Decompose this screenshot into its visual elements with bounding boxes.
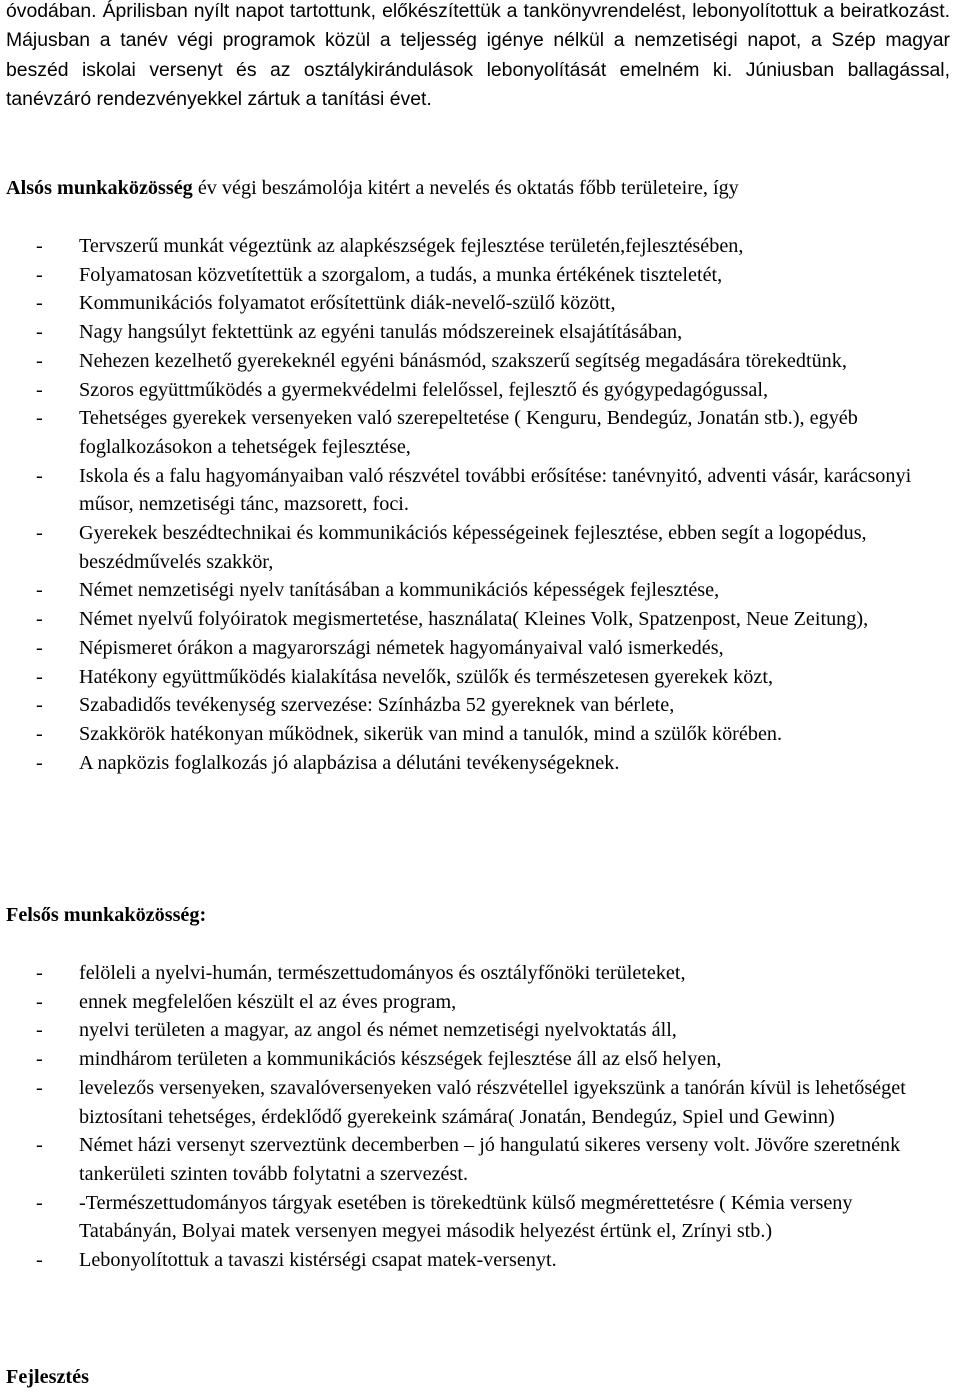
list-item: - Német házi versenyt szerveztünk decemberben – jó hangulatú sikeres verseny volt. Jövőre szeretnénk tankerületi szinten tovább folytatni a szervezést. — [36, 1134, 901, 1185]
list-item: - felöleli a nyelvi-humán, természettudományos és osztályfőnöki területeket, — [36, 962, 686, 984]
intro-paragraph: óvodában. Áprilisban nyílt napot tartottunk, előkészítettük a tankönyvrendelést, lebonyolítottuk a beiratkozást. Májusban a tanév végi programok közül a teljesség igénye nélkül a nemzetiségi napot, a Szép magyar beszéd iskolai versenyt és az osztálykirándulások lebonyolítását emelném ki. Júniusban ballagással, tanévzáró rendezvényekkel zártuk a tanítási évet. — [6, 0, 950, 110]
list-item: - Szoros együttműködés a gyermekvédelmi felelőssel, fejlesztő és gyógypedagógussal, — [36, 378, 769, 401]
list-item: - levelezős versenyeken, szavalóversenyeken való részvétellel igyekszünk a tanórán kívül is lehetőséget biztosítani tehetséges, érdeklődő gyerekeink számára( Jonatán, Bendegúz, Spiel und Gewinn) — [36, 1076, 906, 1128]
list-item: - Tervszerű munkát végeztünk az alapkészségek fejlesztése területén,fejlesztésében, — [36, 235, 744, 257]
list-item: - Lebonyolítottuk a tavaszi kistérségi csapat matek-versenyt. — [36, 1249, 557, 1272]
list-item: - Nagy hangsúlyt fektettünk az egyéni tanulás módszereinek elsajátításában, — [36, 321, 683, 344]
list-item: - Nehezen kezelhető gyerekeknél egyéni bánásmód, szakszerű segítség megadására törekedtünk, — [36, 349, 847, 372]
felso-list — [6, 959, 950, 1275]
list-item: - A napközis foglalkozás jó alapbázisa a délutáni tevékenységeknek. — [36, 751, 620, 774]
also-heading-line — [6, 174, 950, 202]
list-item: - mindhárom területen a kommunikációs készségek fejlesztése áll az első helyen, — [36, 1048, 722, 1071]
list-item: - Iskola és a falu hagyományaiban való részvétel további erősítése: tanévnyitó, adventi vásár, karácsonyi műsor, nemzetiségi tánc, mazsorett, foci. — [36, 464, 912, 516]
list-item: - Gyerekek beszédtechnikai és kommunikációs képességeinek fejlesztése, ebben segít a logopédus, beszédművelés szakkör, — [36, 522, 867, 573]
list-item: - Hatékony együttműködés kialakítása nevelők, szülők és természetesen gyerekek közt, — [36, 665, 773, 688]
list-item: - nyelvi területen a magyar, az angol és német nemzetiségi nyelvoktatás áll, — [36, 1019, 677, 1042]
list-item: - Népismeret órákon a magyarországi németek hagyományaival való ismerkedés, — [36, 636, 724, 659]
also-heading: Alsós munkaközösség — [6, 177, 193, 199]
list-item: - Folyamatosan közvetítettük a szorgalom, a tudás, a munka értékének tiszteletét, — [36, 263, 723, 286]
list-item: - Szabadidős tevékenység szervezése: Színházba 52 gyereknek van bérlete, — [36, 694, 675, 717]
list-item: - Német nyelvű folyóiratok megismertetése, használata( Kleines Volk, Spatzenpost, Neue Zeitung), — [36, 608, 869, 631]
felso-heading: Felsős munkaközösség: — [6, 904, 207, 926]
list-item: - Tehetséges gyerekek versenyeken való szerepeltetése ( Kenguru, Bendegúz, Jonatán stb.), egyéb foglalkozásokon a tehetségek fejlesztése, — [36, 407, 858, 458]
list-item: - -Természettudományos tárgyak esetében is törekedtünk külső megmérettetésre ( Kémia verseny Tatabányán, Bolyai matek versenyen megyei második helyezést értünk el, Zrínyi stb.) — [36, 1191, 853, 1243]
also-list — [6, 232, 950, 777]
list-item: - Német nemzetiségi nyelv tanításában a kommunikációs képességek fejlesztése, — [36, 579, 720, 602]
also-heading-rest: év végi beszámolója kitért a nevelés és oktatás főbb területeire, így — [192, 177, 739, 199]
list-item: - Szakkörök hatékonyan működnek, sikerük van mind a tanulók, mind a szülők körében. — [36, 722, 783, 745]
fejlesztes-heading: Fejlesztés — [6, 1366, 89, 1388]
list-item: - Kommunikációs folyamatot erősítettünk diák-nevelő-szülő között, — [36, 292, 616, 315]
list-item: - ennek megfelelően készült el az éves program, — [36, 990, 457, 1013]
